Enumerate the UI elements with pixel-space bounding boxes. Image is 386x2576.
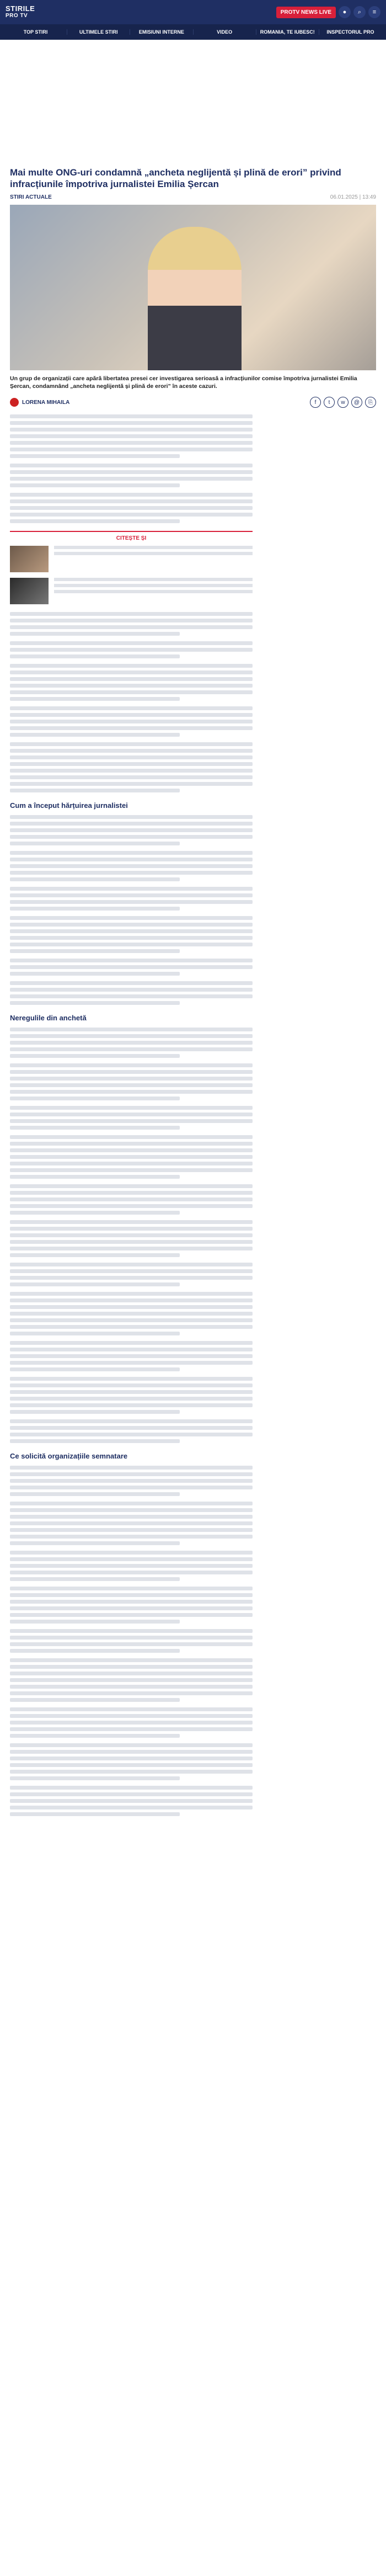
twitter-icon[interactable]: t — [324, 397, 335, 408]
share-buttons — [307, 397, 376, 408]
section-heading: Cum a început hărțuirea jurnalistei — [10, 801, 128, 810]
article-date: 06.01.2025 | 13:49 — [330, 194, 376, 200]
nav-item[interactable]: ULTIMELE STIRI — [67, 29, 130, 35]
read-also-box — [10, 531, 253, 604]
article-lead: Un grup de organizații care apără libertatea presei cer investigarea serioasă a infracțiunilor comise împotriva jurnalistei Emilia Șercan, condamnând „ancheta neglijentă și plină de erori” în aceste cazuri. — [10, 375, 357, 390]
main-nav — [0, 24, 386, 40]
read-also-thumb[interactable] — [10, 546, 49, 572]
nav-item[interactable]: ROMANIA, TE IUBESC! — [256, 29, 319, 35]
nav-item[interactable]: INSPECTORUL PRO — [326, 29, 374, 35]
nav-item[interactable]: EMISIUNI INTERNE — [130, 29, 193, 35]
email-icon[interactable]: @ — [351, 397, 362, 408]
read-also-title: CITEȘTE ȘI — [116, 535, 147, 541]
search-icon[interactable]: ⌕ — [353, 6, 366, 18]
read-also-thumb[interactable] — [10, 578, 49, 604]
article-body — [10, 414, 253, 1816]
author-name[interactable]: LORENA MIHAILA — [22, 399, 70, 406]
link-icon[interactable]: ⎘ — [365, 397, 376, 408]
nav-item[interactable]: VIDEO — [194, 29, 256, 35]
read-also-item[interactable] — [10, 578, 253, 604]
author-row — [10, 397, 376, 408]
menu-icon[interactable]: ≡ — [368, 6, 380, 18]
whatsapp-icon[interactable]: w — [337, 397, 349, 408]
article-category[interactable]: STIRI ACTUALE — [10, 194, 52, 200]
nav-item[interactable]: TOP STIRI — [4, 29, 67, 35]
article-meta — [10, 194, 376, 200]
section-heading: Neregulile din anchetă — [10, 1014, 87, 1022]
hero-image — [10, 205, 376, 370]
top-bar — [0, 0, 386, 24]
user-icon[interactable]: ● — [339, 6, 351, 18]
site-logo[interactable]: STIRILE PRO TV — [6, 4, 35, 19]
facebook-icon[interactable]: f — [310, 397, 321, 408]
author-avatar — [10, 398, 19, 407]
read-also-item[interactable] — [10, 546, 253, 572]
article-title: Mai multe ONG-uri condamnă „ancheta neglijentă și plină de erori” privind infracțiunile împotriva jurnalistei Emilia Șercan — [10, 167, 341, 189]
section-heading: Ce solicită organizațiile semnatare — [10, 1452, 128, 1460]
live-button[interactable]: PROTV NEWS LIVE — [276, 7, 336, 18]
